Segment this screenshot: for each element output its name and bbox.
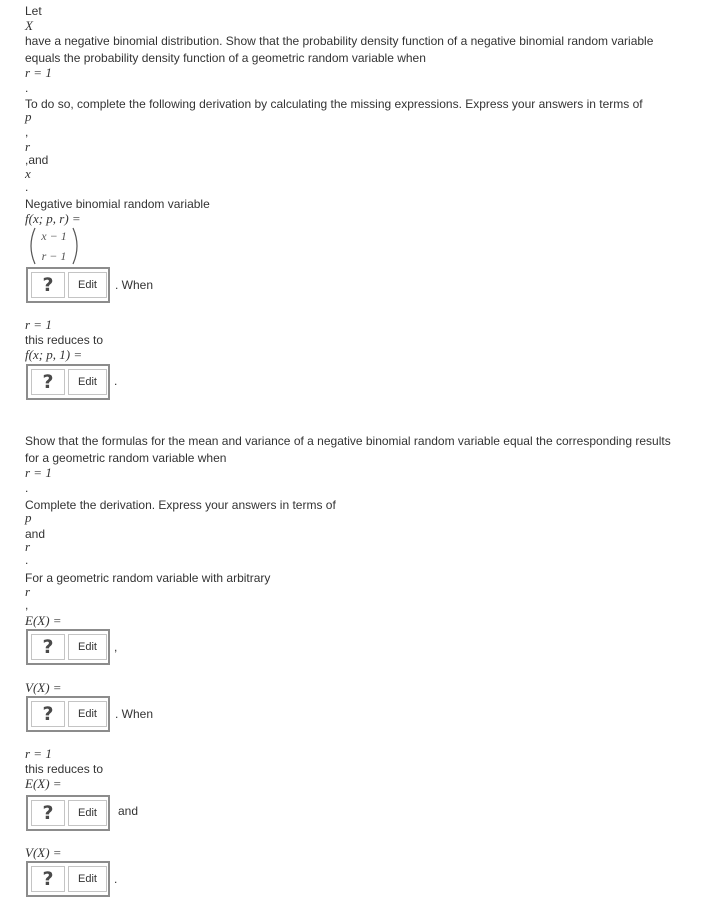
answer-box-3 bbox=[26, 629, 110, 665]
answer-box-2 bbox=[26, 364, 110, 400]
edit-button[interactable]: Edit bbox=[68, 866, 107, 892]
period: . bbox=[114, 872, 118, 886]
comma: , bbox=[25, 125, 29, 139]
answer-box-1 bbox=[26, 267, 110, 303]
var-r: r bbox=[25, 584, 31, 599]
and-text: ,and bbox=[25, 153, 49, 167]
r-equals-1: r = 1 bbox=[25, 465, 52, 480]
comma: , bbox=[25, 598, 29, 612]
and-text: and bbox=[25, 527, 46, 541]
help-button[interactable]: ? bbox=[31, 800, 65, 826]
expectation-expression: E(X) = bbox=[25, 776, 62, 791]
answer-box-4 bbox=[26, 696, 110, 732]
var-r: r bbox=[25, 139, 31, 154]
r-equals-1: r = 1 bbox=[25, 65, 52, 80]
help-button[interactable]: ? bbox=[31, 272, 65, 298]
let-text: Let bbox=[25, 4, 42, 18]
binomial-coefficient bbox=[26, 226, 82, 266]
help-button[interactable]: ? bbox=[31, 701, 65, 727]
expectation-expression: E(X) = bbox=[25, 613, 62, 628]
show-text-2: for a geometric random variable when bbox=[25, 451, 227, 465]
neg-binom-label: Negative binomial random variable bbox=[25, 197, 210, 211]
binom-bottom: r − 1 bbox=[41, 249, 67, 263]
comma: , bbox=[114, 640, 118, 654]
var-p: p bbox=[25, 510, 32, 525]
r-equals-1: r = 1 bbox=[25, 746, 52, 761]
variance-expression: V(X) = bbox=[25, 680, 62, 695]
r-equals-1: r = 1 bbox=[25, 317, 52, 332]
reduces-to-text: this reduces to bbox=[25, 762, 104, 776]
var-x: X bbox=[25, 18, 33, 33]
period: . bbox=[25, 553, 29, 567]
var-r: r bbox=[25, 539, 31, 554]
period: . bbox=[25, 481, 29, 495]
period: . bbox=[25, 81, 29, 95]
when-text: . When bbox=[115, 278, 154, 292]
help-button[interactable]: ? bbox=[31, 866, 65, 892]
edit-button[interactable]: Edit bbox=[68, 634, 107, 660]
period: . bbox=[25, 180, 29, 194]
help-button[interactable]: ? bbox=[31, 634, 65, 660]
help-button[interactable]: ? bbox=[31, 369, 65, 395]
geo-pdf-expression: f(x; p, 1) = bbox=[25, 347, 83, 362]
pdf-expression: f(x; p, r) = bbox=[25, 211, 81, 226]
edit-button[interactable]: Edit bbox=[68, 800, 107, 826]
complete-text: Complete the derivation. Express your answers in terms of bbox=[25, 498, 336, 512]
geometric-text: For a geometric random variable with arbitrary bbox=[25, 571, 271, 585]
answer-box-6 bbox=[26, 861, 110, 897]
edit-button[interactable]: Edit bbox=[68, 272, 107, 298]
edit-button[interactable]: Edit bbox=[68, 369, 107, 395]
binom-top: x − 1 bbox=[41, 229, 67, 243]
instruction-text: To do so, complete the following derivation by calculating the missing expressions. Express your answers in terms of bbox=[25, 97, 643, 111]
period: . bbox=[114, 374, 118, 388]
intro-text: have a negative binomial distribution. Show that the probability density function of a negative binomial random variable bbox=[25, 34, 654, 48]
when-text: . When bbox=[115, 707, 154, 721]
and-text: and bbox=[118, 804, 139, 818]
answer-box-5 bbox=[26, 795, 110, 831]
intro-text-2: equals the probability density function of a geometric random variable when bbox=[25, 51, 426, 65]
var-x-lower: x bbox=[25, 166, 31, 181]
var-p: p bbox=[25, 109, 32, 124]
reduces-to-text: this reduces to bbox=[25, 333, 104, 347]
edit-button[interactable]: Edit bbox=[68, 701, 107, 727]
variance-expression: V(X) = bbox=[25, 845, 62, 860]
show-text: Show that the formulas for the mean and variance of a negative binomial random variable equal the corresponding results bbox=[25, 434, 671, 448]
